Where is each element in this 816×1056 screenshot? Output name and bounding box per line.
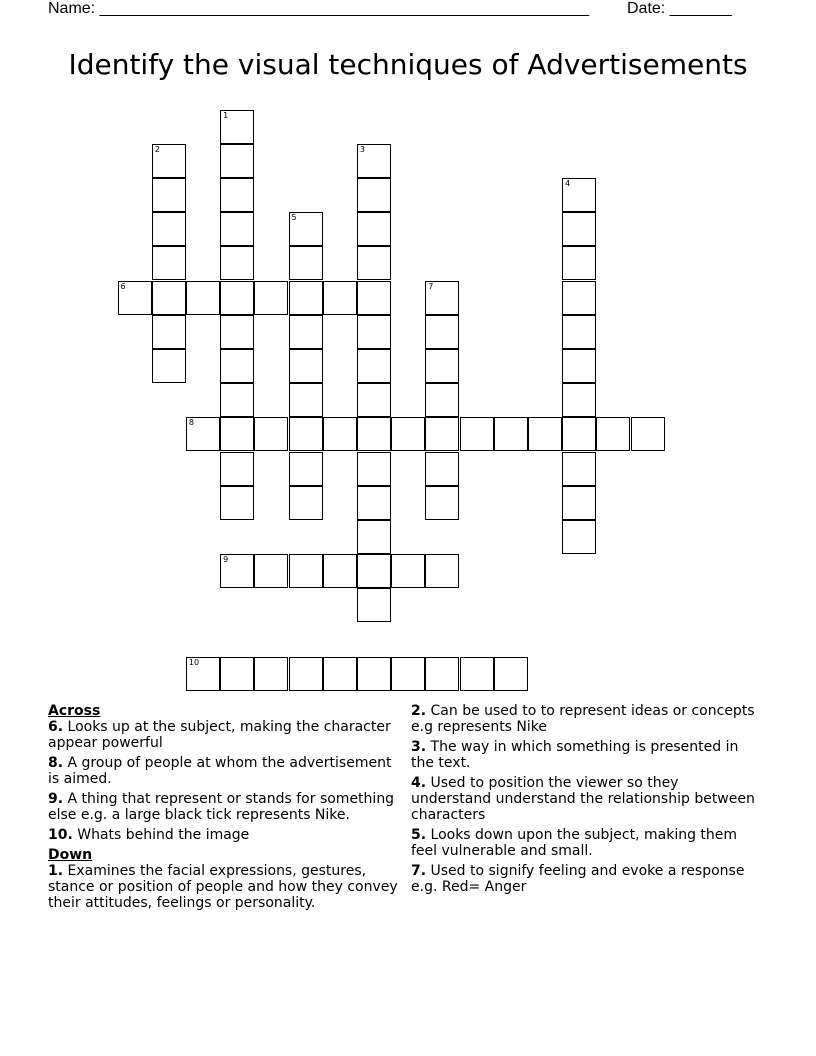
grid-cell[interactable] [289,657,323,691]
grid-cell[interactable] [220,657,254,691]
clue-item-number: 9. [48,791,64,807]
clue-item [411,775,761,823]
clue-item-text: Examines the facial expressions, gestures, stance or position of people and how they convey their attitudes, feelings or personality. [48,863,398,911]
grid-cell[interactable] [254,554,288,588]
grid-cell[interactable] [357,588,391,622]
grid-cell[interactable] [152,315,186,349]
down-clue-list [48,863,400,911]
grid-cell[interactable] [425,486,459,520]
clue-item-text: Looks up at the subject, making the character appear powerful [48,719,391,751]
grid-cell[interactable] [391,657,425,691]
grid-cell[interactable] [562,246,596,280]
clue-item-number: 1. [48,863,64,879]
grid-cell[interactable] [562,452,596,486]
grid-cell[interactable] [220,486,254,520]
grid-cell[interactable] [357,520,391,554]
grid-cell[interactable] [323,417,357,451]
grid-cell[interactable] [357,212,391,246]
grid-cell[interactable] [152,178,186,212]
clue-item-text: Whats behind the image [72,827,250,843]
clue-item [411,703,761,735]
grid-cell[interactable] [152,246,186,280]
grid-cell[interactable] [425,417,459,451]
grid-cell[interactable] [152,281,186,315]
clues-right-column [411,703,761,899]
grid-cell[interactable] [596,417,630,451]
clue-item [48,827,400,843]
grid-cell[interactable] [562,212,596,246]
grid-cell[interactable] [425,315,459,349]
grid-cell[interactable] [357,178,391,212]
grid-cell[interactable] [220,144,254,178]
grid-cell[interactable] [220,246,254,280]
clue-item-number: 4. [411,775,427,791]
clue-item-text: The way in which something is presented in the text. [411,739,739,771]
grid-cell[interactable] [289,349,323,383]
clue-number: 9 [223,555,229,565]
grid-cell[interactable] [186,417,220,451]
down-clue-list-continued [411,703,761,895]
clue-number: 5 [291,213,297,223]
clue-number: 10 [188,657,200,667]
clue-item-number: 8. [48,755,64,771]
clue-item [48,719,400,751]
clue-item [411,739,761,771]
grid-cell[interactable] [254,281,288,315]
across-clue-list [48,719,400,843]
clue-item [411,827,761,859]
grid-cell[interactable] [323,657,357,691]
clue-item-number: 7. [411,863,427,879]
clue-item-text: Used to signify feeling and evoke a response e.g. Red= Anger [411,863,745,895]
grid-cell[interactable] [289,486,323,520]
grid-cell[interactable] [357,349,391,383]
clue-number: 7 [428,281,434,291]
grid-cell[interactable] [562,178,596,212]
grid-cell[interactable] [528,417,562,451]
grid-cell[interactable] [425,657,459,691]
grid-cell[interactable] [323,554,357,588]
clue-item-text: A thing that represent or stands for something else e.g. a large black tick represents Nike. [48,791,395,823]
clue-number: 4 [565,178,571,188]
grid-cell[interactable] [186,281,220,315]
grid-cell[interactable] [220,452,254,486]
grid-cell[interactable] [220,383,254,417]
grid-cell[interactable] [357,383,391,417]
grid-cell[interactable] [562,486,596,520]
grid-cell[interactable] [425,383,459,417]
grid-cell[interactable] [357,315,391,349]
clue-item-text: Used to position the viewer so they understand understand the relationship between characters [411,775,755,823]
grid-cell[interactable] [425,554,459,588]
grid-cell[interactable] [289,452,323,486]
grid-cell[interactable] [357,486,391,520]
grid-cell[interactable] [357,554,391,588]
grid-cell[interactable] [220,554,254,588]
grid-cell[interactable] [254,657,288,691]
clue-item-number: 5. [411,827,427,843]
down-heading: Down [48,847,93,863]
clue-item-number: 3. [411,739,427,755]
grid-cell[interactable] [391,417,425,451]
grid-cell[interactable] [220,417,254,451]
grid-cell[interactable] [425,281,459,315]
clue-item-text: Can be used to to represent ideas or concepts e.g represents Nike [411,703,755,735]
clue-item [48,755,400,787]
grid-cell[interactable] [289,383,323,417]
date-field-label: Date: _______ [627,0,732,17]
grid-cell[interactable] [254,417,288,451]
grid-cell[interactable] [562,520,596,554]
grid-cell[interactable] [186,657,220,691]
clue-item-text: Looks down upon the subject, making them feel vulnerable and small. [411,827,738,859]
grid-cell[interactable] [118,281,152,315]
clue-number: 2 [154,144,160,154]
clue-item-text: A group of people at whom the advertisement is aimed. [48,755,392,787]
grid-cell[interactable] [289,554,323,588]
grid-cell[interactable] [289,281,323,315]
grid-cell[interactable] [631,417,665,451]
grid-cell[interactable] [494,417,528,451]
grid-cell[interactable] [357,657,391,691]
page-title: Identify the visual techniques of Advertisements [68,48,748,81]
clue-number: 6 [120,281,126,291]
grid-cell[interactable] [391,554,425,588]
clue-number: 8 [188,418,194,428]
grid-cell[interactable] [152,349,186,383]
grid-cell[interactable] [562,281,596,315]
grid-cell[interactable] [460,417,494,451]
grid-cell[interactable] [357,417,391,451]
grid-cell[interactable] [289,246,323,280]
grid-cell[interactable] [562,417,596,451]
name-field-label: Name: _______________________________________________________ [48,0,589,17]
grid-cell[interactable] [425,349,459,383]
grid-cell[interactable] [562,383,596,417]
grid-cell[interactable] [152,144,186,178]
grid-cell[interactable] [220,349,254,383]
clue-item [411,863,761,895]
grid-cell[interactable] [289,417,323,451]
clue-item [48,791,400,823]
grid-cell[interactable] [562,315,596,349]
grid-cell[interactable] [357,246,391,280]
clue-number: 3 [359,144,365,154]
clue-item-number: 10. [48,827,73,843]
grid-cell[interactable] [323,281,357,315]
clue-number: 1 [223,110,229,120]
clue-item-number: 6. [48,719,64,735]
grid-cell[interactable] [289,212,323,246]
clue-item-number: 2. [411,703,427,719]
grid-cell[interactable] [220,212,254,246]
grid-cell[interactable] [425,452,459,486]
grid-cell[interactable] [357,144,391,178]
grid-cell[interactable] [562,349,596,383]
clues-left-column [48,703,400,915]
grid-cell[interactable] [152,212,186,246]
grid-cell[interactable] [220,178,254,212]
grid-cell[interactable] [220,315,254,349]
grid-cell[interactable] [357,452,391,486]
across-heading: Across [48,703,101,719]
grid-cell[interactable] [220,110,254,144]
grid-cell[interactable] [357,281,391,315]
grid-cell[interactable] [289,315,323,349]
grid-cell[interactable] [494,657,528,691]
clue-item [48,863,400,911]
grid-cell[interactable] [220,281,254,315]
grid-cell[interactable] [460,657,494,691]
